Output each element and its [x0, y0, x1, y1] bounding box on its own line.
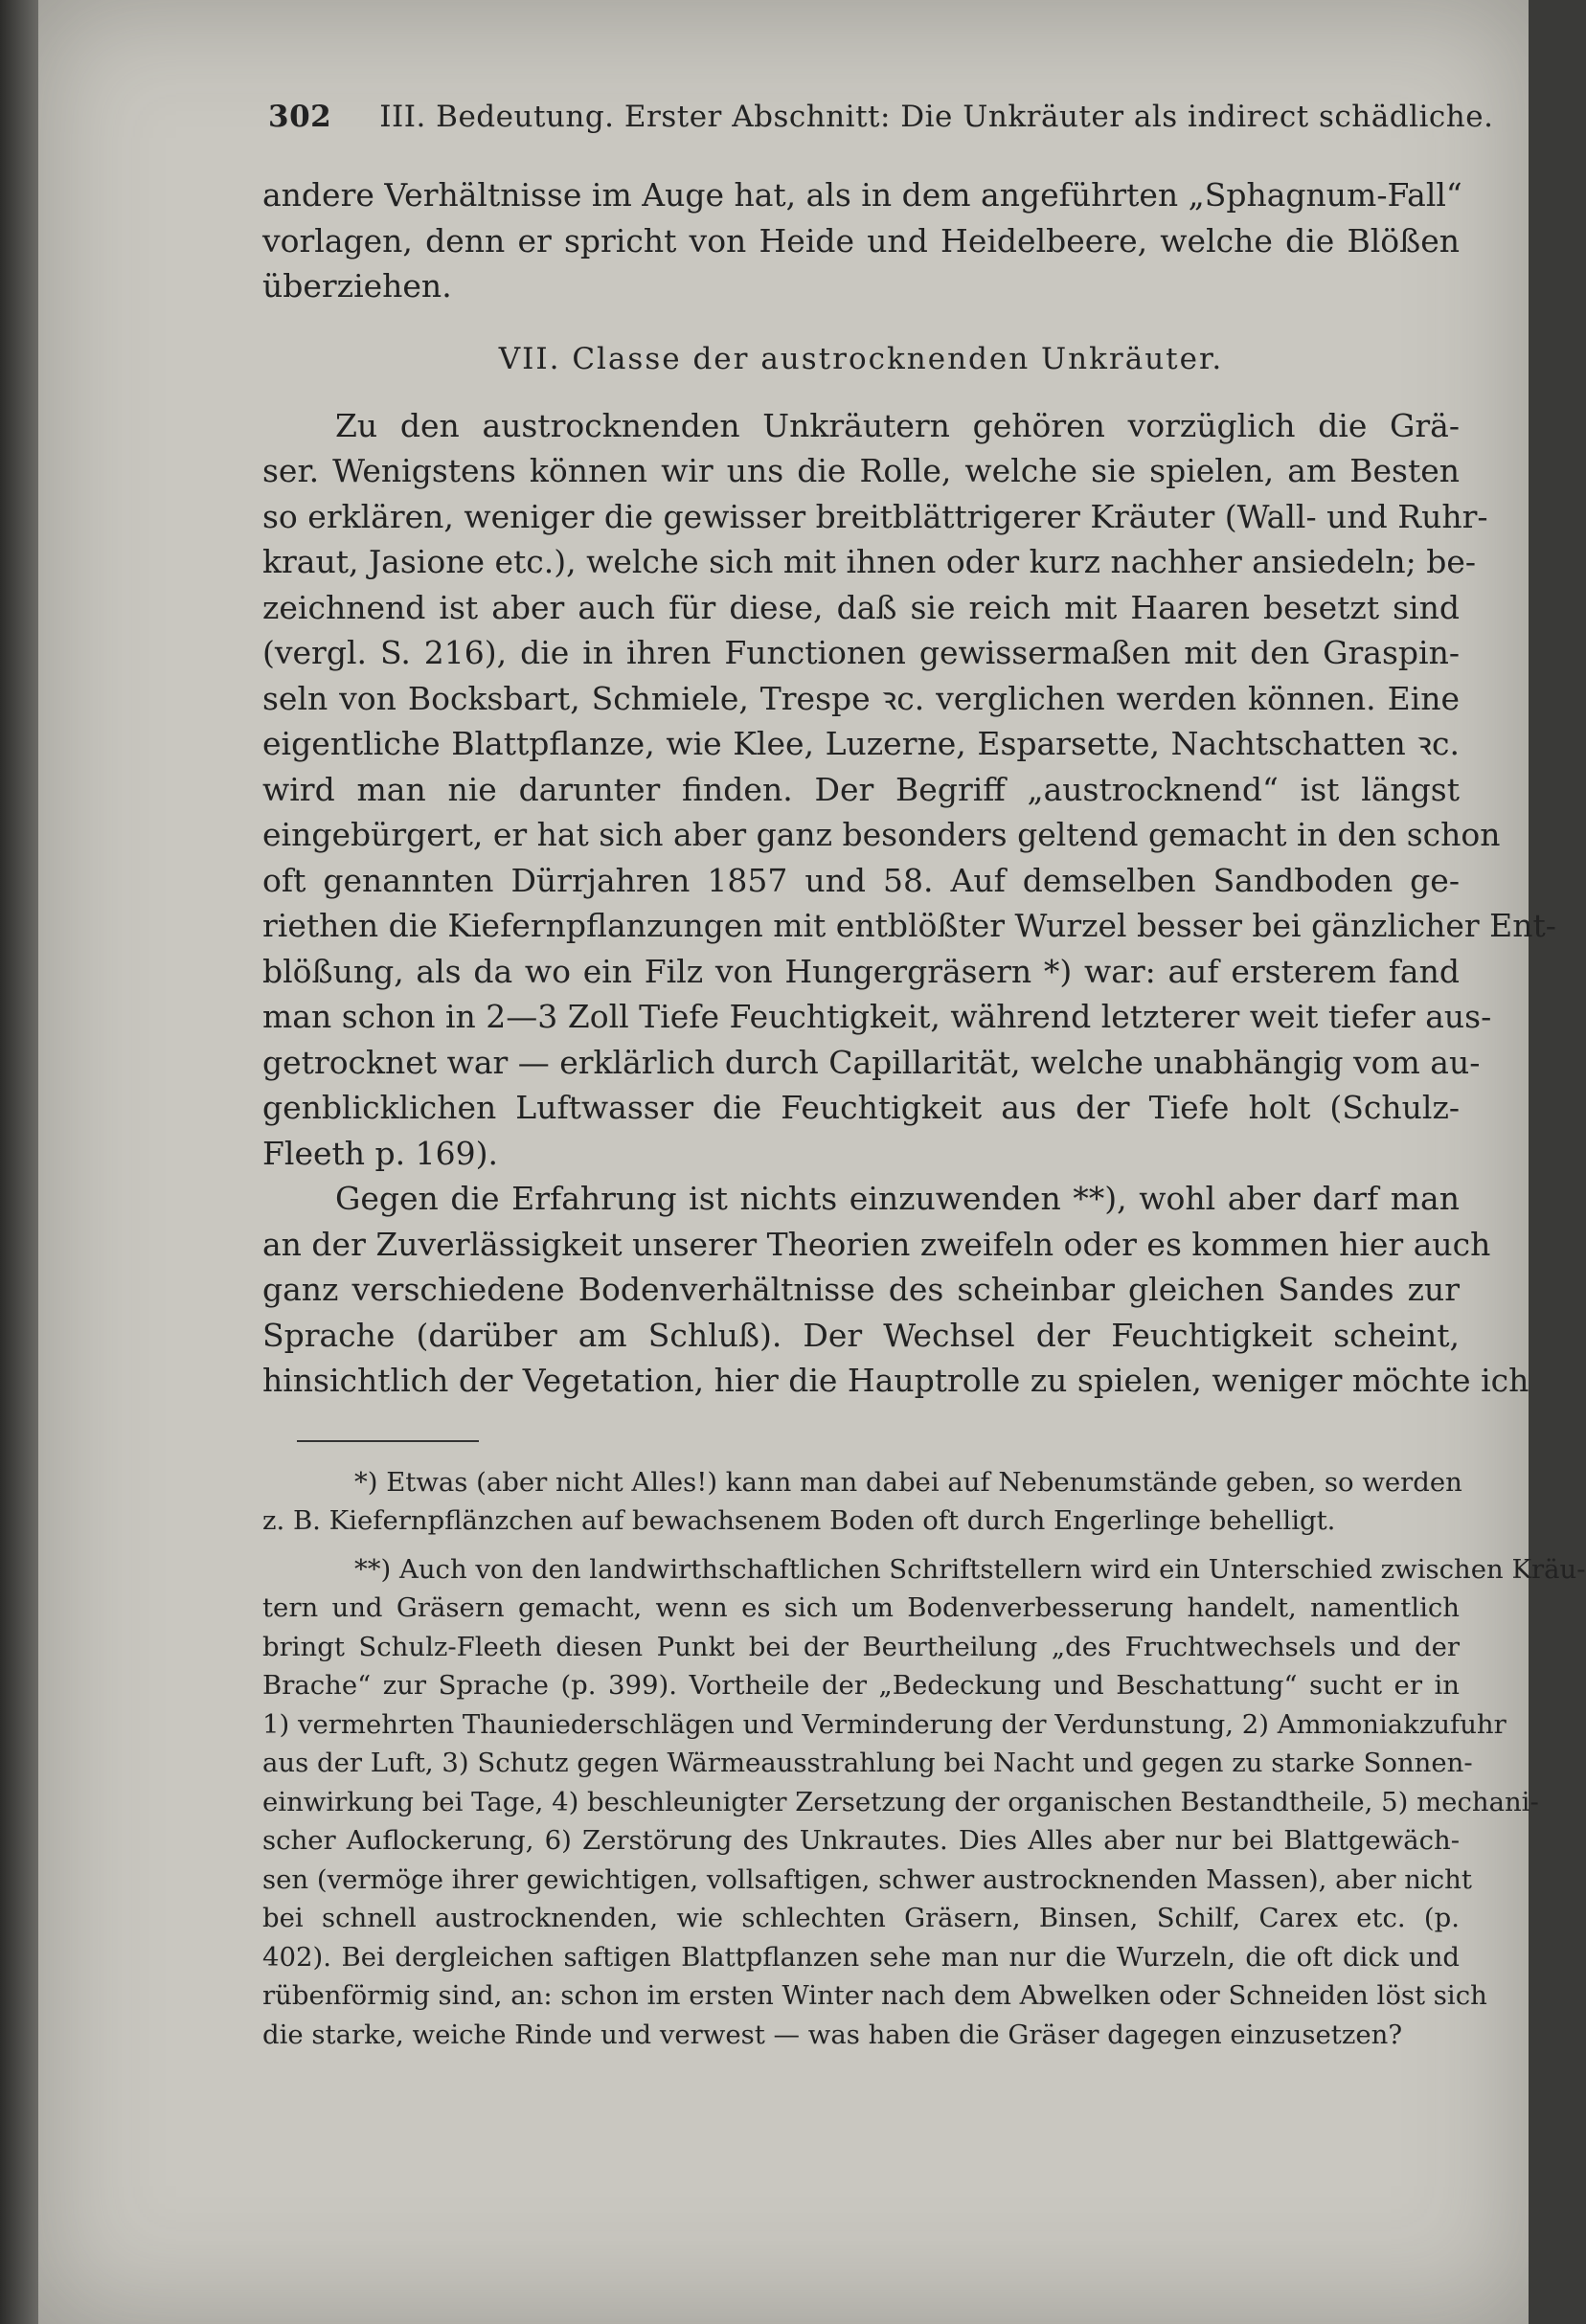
- text-line: eingebürgert, er hat sich aber ganz besonders geltend gemacht in den schon: [262, 816, 1501, 853]
- footnote-2: [262, 1550, 1586, 2055]
- footnote-line: sen (vermöge ihrer gewichtigen, vollsaftigen, schwer austrocknenden Massen), aber nicht: [262, 1863, 1472, 1895]
- footnote-line: einwirkung bei Tage, 4) beschleunigter Zersetzung der organischen Bestandtheile, 5) mechani-: [262, 1786, 1539, 1817]
- text-line: zeichnend ist aber auch für diese, daß sie reich mit Haaren besetzt sind: [262, 588, 1460, 626]
- text-line: kraut, Jasione etc.), welche sich mit ihnen oder kurz nachher ansiedeln; be-: [262, 543, 1477, 580]
- footnote-line: tern und Gräsern gemacht, wenn es sich um Bodenverbesserung handelt, namentlich: [262, 1592, 1460, 1623]
- intro-paragraph: [262, 172, 1460, 309]
- page-body: [262, 172, 1586, 2054]
- text-line: so erklären, weniger die gewisser breitblättrigerer Kräuter (Wall- und Ruhr-: [262, 497, 1488, 535]
- footnote-line: 1) vermehrten Thauniederschlägen und Verminderung der Verdunstung, 2) Ammoniakzufuhr: [262, 1708, 1507, 1740]
- running-header: [268, 100, 1494, 134]
- text-line: blößung, als da wo ein Filz von Hungergräsern *) war: auf ersterem fand: [262, 952, 1460, 990]
- text-line: riethen die Kiefernpflanzungen mit entblößter Wurzel besser bei gänzlicher Ent-: [262, 907, 1556, 944]
- paragraph-1: [262, 403, 1556, 1177]
- text-line: hinsichtlich der Vegetation, hier die Hauptrolle zu spielen, weniger möchte ich: [262, 1362, 1529, 1399]
- text-line: oft genannten Dürrjahren 1857 und 58. Auf demselben Sandboden ge-: [262, 861, 1460, 899]
- footnote-1: [262, 1463, 1460, 1541]
- page-number: 302: [268, 100, 332, 134]
- text-line: genblicklichen Luftwasser die Feuchtigkeit aus der Tiefe holt (Schulz-: [262, 1089, 1460, 1126]
- footnote-line: bringt Schulz-Fleeth diesen Punkt bei der Beurtheilung „des Fruchtwechsels und der: [262, 1631, 1460, 1662]
- text-line: ganz verschiedene Bodenverhältnisse des scheinbar gleichen Sandes zur: [262, 1271, 1460, 1308]
- footnote-line: z. B. Kiefernpflänzchen auf bewachsenem Boden oft durch Engerlinge behelligt.: [262, 1505, 1336, 1536]
- text-line: Sprache (darüber am Schluß). Der Wechsel der Feuchtigkeit scheint,: [262, 1316, 1460, 1354]
- text-line: Gegen die Erfahrung ist nichts einzuwenden **), wohl aber darf man: [335, 1180, 1460, 1217]
- footnote-line: *) Etwas (aber nicht Alles!) kann man dabei auf Nebenumstände geben, so werden: [354, 1466, 1462, 1498]
- footnote-line: die starke, weiche Rinde und verwest — was haben die Gräser dagegen einzusetzen?: [262, 2019, 1403, 2050]
- text-line: Fleeth p. 169).: [262, 1134, 498, 1172]
- footnote-line: **) Auch von den landwirthschaftlichen Schriftstellern wird ein Unterschied zwischen Kräu-: [354, 1553, 1586, 1585]
- footnotes: [262, 1463, 1586, 2055]
- footnote-line: aus der Luft, 3) Schutz gegen Wärmeausstrahlung bei Nacht und gegen zu starke Sonnen-: [262, 1748, 1473, 1778]
- footnote-line: rübenförmig sind, an: schon im ersten Winter nach dem Abwelken oder Schneiden löst sich: [262, 1980, 1487, 2011]
- text-line: Zu den austrocknenden Unkräutern gehören vorzüglich die Grä-: [335, 406, 1460, 444]
- footnote-line: bei schnell austrocknenden, wie schlechten Gräsern, Binsen, Schilf, Carex etc. (p.: [262, 1903, 1460, 1933]
- text-line: man schon in 2—3 Zoll Tiefe Feuchtigkeit, während letzterer weit tiefer aus-: [262, 998, 1492, 1035]
- text-line: ser. Wenigstens können wir uns die Rolle, welche sie spielen, am Besten: [262, 452, 1460, 489]
- text-line: wird man nie darunter finden. Der Begriff „austrocknend“ ist längst: [262, 770, 1460, 808]
- footnote-line: 402). Bei dergleichen saftigen Blattpflanzen sehe man nur die Wurzeln, die oft dick und: [262, 1941, 1460, 1973]
- text-line: getrocknet war — erklärlich durch Capillarität, welche unabhängig vom au-: [262, 1043, 1481, 1081]
- text-line: eigentliche Blattpflanze, wie Klee, Luzerne, Esparsette, Nachtschatten ꝛc.: [262, 725, 1460, 762]
- page-edge-shadow: [0, 0, 38, 2324]
- text-line: vorlagen, denn er spricht von Heide und Heidelbeere, welche die Blößen: [262, 221, 1460, 259]
- book-page: [38, 0, 1586, 2324]
- footnote-line: scher Auflockerung, 6) Zerstörung des Unkrautes. Dies Alles aber nur bei Blattgewäch-: [262, 1825, 1460, 1856]
- text-line: überziehen.: [262, 267, 452, 305]
- paragraph-2: [262, 1176, 1529, 1404]
- text-line: seln von Bocksbart, Schmiele, Trespe ꝛc. verglichen werden können. Eine: [262, 679, 1460, 717]
- footnote-divider: [297, 1440, 479, 1442]
- section-heading: VII. Classe der austrocknenden Unkräuter.: [498, 341, 1224, 376]
- running-title: III. Bedeutung. Erster Abschnitt: Die Unkräuter als indirect schädliche.: [379, 100, 1494, 134]
- text-line: an der Zuverlässigkeit unserer Theorien zweifeln oder es kommen hier auch: [262, 1225, 1491, 1263]
- footnote-line: Brache“ zur Sprache (p. 399). Vortheile der „Bedeckung und Beschattung“ sucht er in: [262, 1670, 1460, 1701]
- text-line: (vergl. S. 216), die in ihren Functionen gewissermaßen mit den Graspin-: [262, 634, 1460, 671]
- text-line: andere Verhältnisse im Auge hat, als in dem angeführten „Sphagnum-Fall“: [262, 176, 1462, 214]
